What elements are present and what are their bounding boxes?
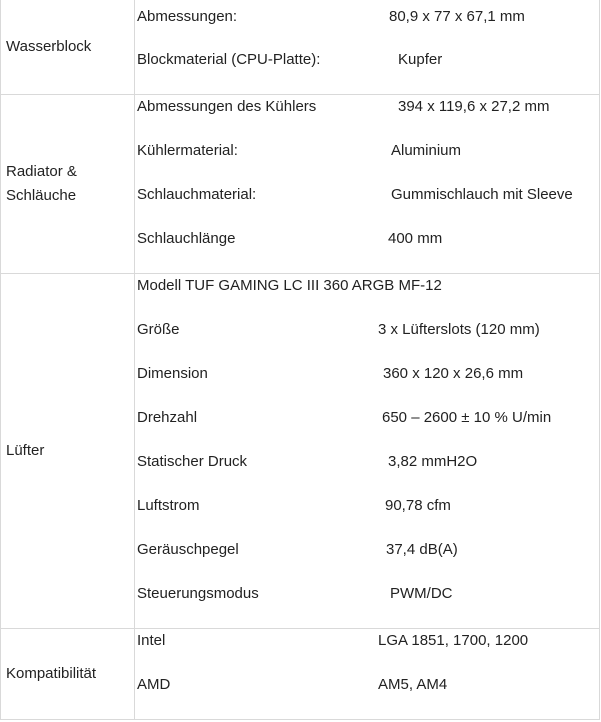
spec-row: [137, 318, 599, 342]
spec-row: [137, 406, 599, 430]
category-cell: Kompatibilität: [1, 628, 135, 719]
spec-label: Modell TUF GAMING LC III 360 ARGB MF-12: [137, 277, 442, 294]
spec-value: 80,9 x 77 x 67,1 mm: [389, 8, 525, 25]
spec-row: [137, 48, 599, 72]
spec-label: Statischer Druck: [137, 453, 248, 470]
spec-value: 394 x 119,6 x 27,2 mm: [398, 98, 550, 115]
spec-row: [137, 450, 599, 474]
spec-label: Abmessungen des Kühlers: [137, 98, 317, 115]
spec-row: [137, 673, 599, 697]
spec-value: 3 x Lüfterslots (120 mm): [378, 321, 540, 338]
spec-value: 3,82 mmH2O: [388, 453, 478, 470]
section-wasserblock: [0, 0, 600, 95]
spec-value: Kupfer: [398, 51, 443, 68]
spec-value: 400 mm: [388, 230, 443, 247]
category-cell: Wasserblock: [1, 0, 135, 94]
section-kompatibilitaet: [0, 628, 600, 720]
spec-label: AMD: [137, 676, 171, 693]
spec-row: [137, 274, 599, 298]
spec-row: [137, 95, 599, 119]
spec-label: Blockmaterial (CPU-Platte):: [137, 51, 321, 68]
spec-row: [137, 139, 599, 163]
spec-label: Größe: [137, 321, 180, 338]
spec-row: [137, 227, 599, 251]
spec-value: LGA 1851, 1700, 1200: [378, 632, 529, 649]
spec-row: [137, 538, 599, 562]
spec-label: Intel: [137, 632, 166, 649]
spec-label: Drehzahl: [137, 409, 198, 426]
spec-value: 90,78 cfm: [385, 497, 451, 514]
spec-value: PWM/DC: [390, 585, 453, 602]
spec-row: [137, 494, 599, 518]
spec-label: Luftstrom: [137, 497, 200, 514]
spec-label: Kühlermaterial:: [137, 142, 238, 159]
spec-label: Geräuschpegel: [137, 541, 239, 558]
spec-label: Abmessungen:: [137, 8, 238, 25]
spec-row: [137, 629, 599, 653]
spec-label: Schlauchlänge: [137, 230, 236, 247]
spec-label: Dimension: [137, 365, 208, 382]
spec-value: 360 x 120 x 26,6 mm: [383, 365, 524, 382]
spec-label: Schlauchmaterial:: [137, 186, 257, 203]
spec-value: Aluminium: [391, 142, 462, 159]
spec-row: [137, 5, 599, 29]
spec-value: Gummischlauch mit Sleeve: [391, 186, 573, 203]
section-luefter: [0, 273, 600, 629]
spec-value: AM5, AM4: [378, 676, 448, 693]
category-cell: Lüfter: [1, 273, 135, 628]
spec-row: [137, 362, 599, 386]
spec-value: 37,4 dB(A): [386, 541, 458, 558]
category-cell: Radiator & Schläuche: [1, 94, 135, 273]
spec-value: 650 – 2600 ± 10 % U/min: [382, 409, 552, 426]
spec-label: Steuerungsmodus: [137, 585, 259, 602]
section-radiator: [0, 94, 600, 274]
spec-row: [137, 183, 599, 207]
spec-row: [137, 582, 599, 606]
